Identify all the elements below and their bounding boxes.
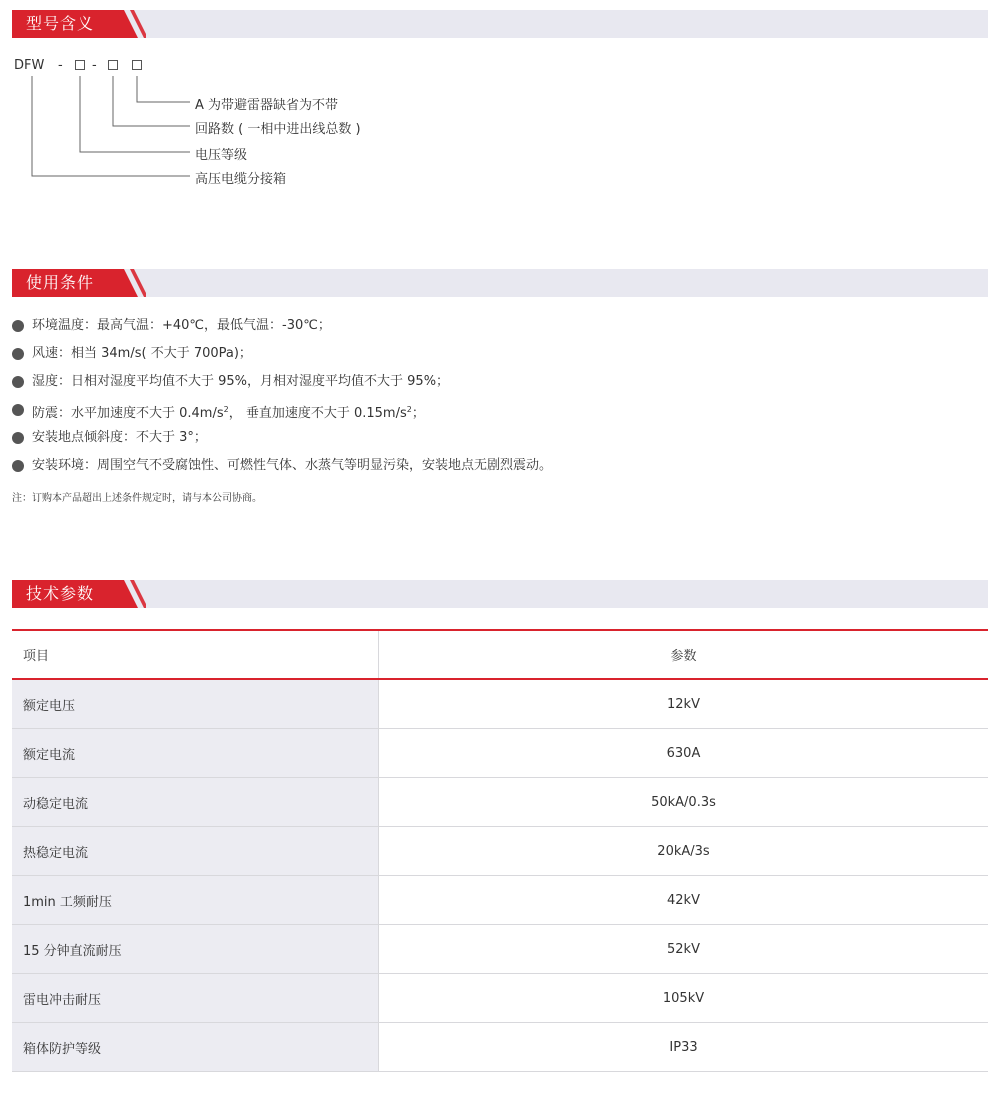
section-header-params [12, 580, 988, 608]
bullet-icon [12, 348, 24, 360]
model-box-circuits [108, 60, 118, 70]
spec-table [12, 629, 988, 1072]
table-cell-value: 12kV [379, 679, 989, 729]
table-header-row [12, 630, 988, 679]
bullet-icon [12, 320, 24, 332]
table-cell-item: 15 分钟直流耐压 [12, 925, 379, 974]
bullet-icon [12, 432, 24, 444]
table-cell-item: 雷电冲击耐压 [12, 974, 379, 1023]
bullet-icon [12, 376, 24, 388]
slash-decoration-icon [116, 580, 146, 608]
table-row [12, 974, 988, 1023]
table-cell-item: 热稳定电流 [12, 827, 379, 876]
table-cell-value: 20kA/3s [379, 827, 989, 876]
table-cell-item: 动稳定电流 [12, 778, 379, 827]
condition-inclination: 安装地点倾斜度：不大于 3°； [32, 430, 207, 445]
bullet-icon [12, 404, 24, 416]
model-box-arrester [132, 60, 142, 70]
table-cell-item: 1min 工频耐压 [12, 876, 379, 925]
list-item [12, 400, 972, 428]
slash-decoration-icon [116, 269, 146, 297]
bullet-icon [12, 460, 24, 472]
slash-decoration-icon [116, 10, 146, 38]
list-item [12, 344, 972, 372]
section-title-params: 技术参数 [12, 580, 116, 608]
table-cell-item: 额定电流 [12, 729, 379, 778]
model-dash: - [92, 58, 97, 73]
model-label-voltage: 电压等级 [195, 148, 248, 163]
section-title-model: 型号含义 [12, 10, 116, 38]
model-diagram [12, 56, 432, 196]
table-row [12, 876, 988, 925]
list-item [12, 372, 972, 400]
condition-temperature: 环境温度：最高气温：+40℃，最低气温：-30℃； [32, 318, 331, 333]
model-label-arrester: A 为带避雷器缺省为不带 [195, 98, 339, 113]
column-header-item: 项目 [12, 630, 379, 679]
table-row [12, 827, 988, 876]
table-cell-value: IP33 [379, 1023, 989, 1072]
table-row [12, 778, 988, 827]
section-header-conditions [12, 269, 988, 297]
list-item [12, 316, 972, 344]
column-header-value: 参数 [379, 630, 989, 679]
table-cell-item: 箱体防护等级 [12, 1023, 379, 1072]
model-box-voltage [75, 60, 85, 70]
condition-wind: 风速：相当 34m/s( 不大于 700Pa)； [32, 346, 252, 361]
table-cell-value: 42kV [379, 876, 989, 925]
conditions-list [12, 316, 972, 484]
table-row [12, 729, 988, 778]
table-row [12, 1023, 988, 1072]
condition-humidity: 湿度：日相对湿度平均值不大于 95%，月相对湿度平均值不大于 95%； [32, 374, 450, 389]
model-label-product: 高压电缆分接箱 [195, 172, 287, 187]
table-cell-item: 额定电压 [12, 679, 379, 729]
model-dash: - [58, 58, 63, 73]
table-cell-value: 50kA/0.3s [379, 778, 989, 827]
section-header-model [12, 10, 988, 38]
section-title-conditions: 使用条件 [12, 269, 116, 297]
model-prefix: DFW [14, 58, 45, 73]
table-row [12, 925, 988, 974]
model-label-circuits: 回路数 ( 一相中进出线总数 ) [195, 122, 361, 137]
table-cell-value: 52kV [379, 925, 989, 974]
table-cell-value: 105kV [379, 974, 989, 1023]
condition-environment: 安装环境：周围空气不受腐蚀性、可燃性气体、水蒸气等明显污染，安装地点无剧烈震动。 [32, 458, 553, 473]
list-item [12, 456, 972, 484]
condition-seismic: 防震：水平加速度不大于 $0.4m/s^2$， 垂直加速度不大于 $0.15m/s^2$； [32, 405, 425, 421]
conditions-note: 注：订购本产品超出上述条件规定时，请与本公司协商。 [12, 493, 262, 504]
table-row [12, 679, 988, 729]
list-item [12, 428, 972, 456]
table-cell-value: 630A [379, 729, 989, 778]
